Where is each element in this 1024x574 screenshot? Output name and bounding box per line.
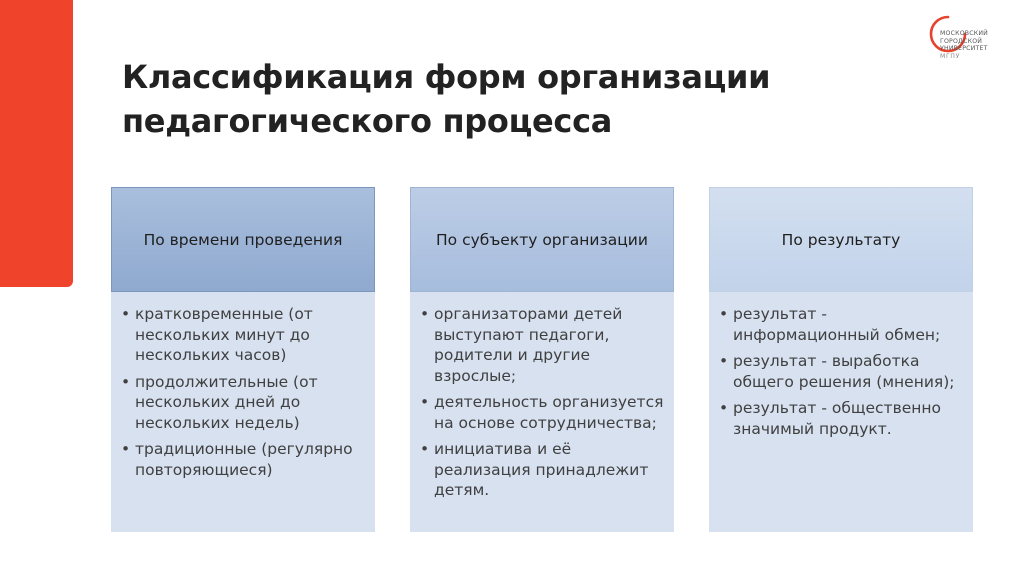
- list-item: • результат - общественно значимый продукт.: [719, 398, 963, 439]
- column-by-time: [111, 187, 375, 532]
- bullet-list: [719, 304, 963, 439]
- column-header: По субъекту организации: [410, 187, 674, 292]
- column-body: [111, 292, 375, 532]
- column-body: [410, 292, 674, 532]
- bullet-list: [420, 304, 664, 501]
- list-item: • традиционные (регулярно повторяющиеся): [121, 439, 365, 480]
- logo-line-3: УНИВЕРСИТЕТ: [940, 45, 988, 53]
- logo-text: [940, 30, 1010, 60]
- red-accent-bar: [0, 0, 73, 287]
- list-item: • инициатива и её реализация принадлежит детям.: [420, 439, 664, 501]
- column-header: По результату: [709, 187, 973, 292]
- list-item: • продолжительные (от нескольких дней до нескольких недель): [121, 372, 365, 434]
- list-item: • кратковременные (от нескольких минут до нескольких часов): [121, 304, 365, 366]
- logo-line-1: МОСКОВСКИЙ: [940, 30, 989, 37]
- column-by-result: [709, 187, 973, 532]
- list-item: • организаторами детей выступают педагоги, родители и другие взрослые;: [420, 304, 664, 386]
- slide-title-line-2: педагогического процесса: [122, 102, 613, 140]
- logo-line-2: ГОРОДСКОЙ: [940, 37, 983, 45]
- university-logo: [928, 14, 1008, 74]
- slide-title: [122, 55, 882, 143]
- column-by-subject: [410, 187, 674, 532]
- list-item: • деятельность организуется на основе сотрудничества;: [420, 392, 664, 433]
- list-item: • результат - выработка общего решения (мнения);: [719, 351, 963, 392]
- logo-line-4: МГПУ: [940, 52, 960, 60]
- column-body: [709, 292, 973, 532]
- column-header: По времени проведения: [111, 187, 375, 292]
- bullet-list: [121, 304, 365, 480]
- slide-title-line-1: Классификация форм организации: [122, 58, 771, 96]
- list-item: • результат - информационный обмен;: [719, 304, 963, 345]
